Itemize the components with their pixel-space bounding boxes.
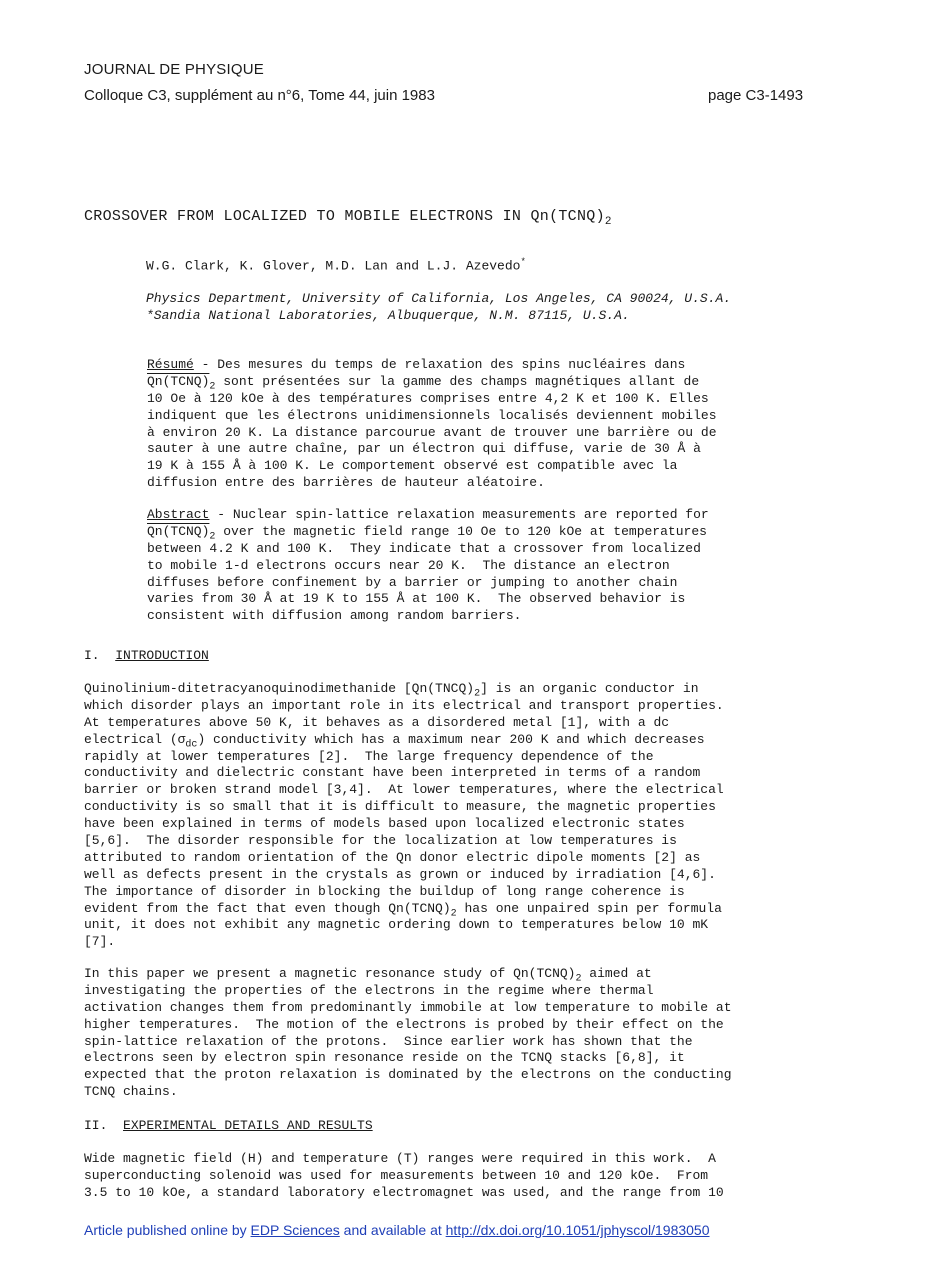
body-line: The importance of disorder in blocking the buildup of long range coherence is (84, 883, 685, 899)
abstract-line: between 4.2 K and 100 K. They indicate that a crossover from localized (147, 540, 701, 556)
abstract-line: to mobile 1-d electrons occurs near 20 K. The distance an electron (147, 557, 670, 573)
body-line: superconducting solenoid was used for measurements between 10 and 120 kOe. From (84, 1167, 709, 1183)
publication-footer (84, 1222, 710, 1238)
body-line: which disorder plays an important role in its electrical and transport properties. (84, 697, 724, 713)
resume-line: à environ 20 K. La distance parcourue avant de trouver une barrière ou de (147, 424, 717, 440)
body-line: electrons seen by electron spin resonance reside on the TCNQ stacks [6,8], it (84, 1050, 685, 1066)
body-line: Quinolinium-ditetracyanoquinodimethanide [Qn(TNCQ) (84, 681, 475, 696)
body-line: TCNQ chains. (84, 1084, 178, 1100)
body-line: [7]. (84, 934, 116, 950)
abstract-formula: Qn(TCNQ) (147, 523, 210, 539)
body-line: well as defects present in the crystals as grown or induced by irradiation [4,6]. (84, 866, 716, 882)
experimental-paragraph-1 (84, 1151, 724, 1202)
body-line: has one unpaired spin per formula (456, 900, 722, 916)
section-number: I. (84, 648, 116, 663)
introduction-paragraph-2 (84, 966, 732, 1101)
body-line: unit, it does not exhibit any magnetic ordering down to temperatures below 10 mK (84, 917, 709, 933)
resume-formula: Qn(TCNQ) (147, 373, 210, 389)
affiliation-ucla: Physics Department, University of California, Los Angeles, CA 90024, U.S.A. (146, 291, 732, 306)
body-line: conductivity and dielectric constant have been interpreted in terms of a random (84, 765, 701, 781)
body-line: have been explained in terms of models based upon localized electronic states (84, 816, 685, 832)
body-line: Wide magnetic field (H) and temperature (T) ranges were required in this work. A (84, 1151, 716, 1166)
body-line: ) conductivity which has a maximum near 200 K and which decreases (197, 731, 705, 747)
body-line: electrical (σ (84, 731, 186, 747)
resume-label: Résumé (147, 357, 194, 372)
footer-prefix: Article published online by (84, 1222, 251, 1238)
formula-subscript: 2 (450, 908, 457, 920)
section-title: EXPERIMENTAL DETAILS AND RESULTS (123, 1118, 373, 1133)
formula-subscript: 2 (474, 688, 481, 700)
affiliation-sandia: *Sandia National Laboratories, Albuquerque, N.M. 87115, U.S.A. (146, 308, 630, 323)
colloque-line: Colloque C3, supplément au n°6, Tome 44, juin 1983 (84, 87, 435, 104)
abstract-line: diffuses before confinement by a barrier or jumping to another chain (147, 574, 678, 590)
author-footnote-mark: * (520, 257, 526, 267)
section-title: INTRODUCTION (115, 648, 209, 663)
abstract-line: consistent with diffusion among random barriers. (147, 608, 522, 624)
page-number: page C3-1493 (708, 87, 804, 104)
resume-line: diffusion entre des barrières de hauteur aléatoire. (147, 475, 545, 491)
doi-link[interactable]: http://dx.doi.org/10.1051/jphyscol/1983050 (445, 1222, 710, 1238)
body-line: spin-lattice relaxation of the protons. Since earlier work has shown that the (84, 1033, 693, 1049)
section-heading-experimental (84, 1118, 373, 1133)
formula-subscript: 2 (575, 973, 582, 985)
paper-title (84, 208, 612, 228)
body-line: ] is an organic conductor in (480, 681, 699, 696)
resume-line: 10 Oe à 120 kOe à des températures comprises entre 4,2 K et 100 K. Elles (147, 390, 709, 406)
journal-name: JOURNAL DE PHYSIQUE (84, 61, 264, 78)
body-line: 3.5 to 10 kOe, a standard laboratory electromagnet was used, and the range from 10 (84, 1184, 724, 1200)
sigma-subscript: dc (185, 739, 198, 751)
resume-formula-sub: 2 (209, 381, 216, 393)
abstract-line: varies from 30 Å at 19 K to 155 Å at 100 K. The observed behavior is (147, 591, 686, 607)
body-line: barrier or broken strand model [3,4]. At lower temperatures, where the electrical (84, 782, 724, 798)
abstract-line: - Nuclear spin-lattice relaxation measurements are reported for (209, 507, 709, 522)
body-line: investigating the properties of the electrons in the regime where thermal (84, 982, 654, 998)
resume-line: sont présentées sur la gamme des champs magnétiques allant de (215, 373, 700, 389)
body-line: expected that the proton relaxation is dominated by the electrons on the conducting (84, 1067, 732, 1083)
body-line: At temperatures above 50 K, it behaves as a disordered metal [1], with a dc (84, 714, 670, 730)
body-line: activation changes them from predominantly immobile at low temperature to mobile at (84, 999, 732, 1015)
title-subscript: 2 (604, 216, 612, 228)
body-line: conductivity is so small that it is difficult to measure, the magnetic properties (84, 799, 716, 815)
abstract-block (147, 507, 709, 625)
abstract-label: Abstract (147, 507, 210, 522)
section-heading-introduction (84, 648, 209, 663)
title-text: CROSSOVER FROM LOCALIZED TO MOBILE ELECTRONS IN Qn(TCNQ) (84, 208, 605, 225)
body-line: evident from the fact that even though Qn(TCNQ) (84, 900, 451, 916)
body-line: attributed to random orientation of the Qn donor electric dipole moments [2] as (84, 849, 701, 865)
resume-line: sauter à une autre chaîne, par un électron qui diffuse, varie de 30 Å à (147, 441, 701, 457)
body-line: higher temperatures. The motion of the electrons is probed by their effect on the (84, 1016, 724, 1032)
resume-block (147, 357, 717, 492)
introduction-paragraph-1 (84, 681, 724, 951)
body-line: In this paper we present a magnetic resonance study of Qn(TCNQ) (84, 966, 576, 981)
section-number: II. (84, 1118, 124, 1133)
body-line: rapidly at lower temperatures [2]. The large frequency dependence of the (84, 748, 654, 764)
footer-middle: and available at (339, 1222, 446, 1238)
resume-line: 19 K à 155 Å à 100 K. Le comportement observé est compatible avec la (147, 458, 678, 474)
body-line: [5,6]. The disorder responsible for the localization at low temperatures is (84, 833, 677, 849)
resume-line: - Des mesures du temps de relaxation des spins nucléaires dans (193, 357, 686, 372)
resume-line: indiquent que les électrons unidimensionnels localisés deviennent mobiles (147, 407, 717, 423)
affiliations (146, 290, 731, 324)
abstract-line: over the magnetic field range 10 Oe to 120 kOe at temperatures (215, 523, 707, 539)
edp-sciences-link[interactable]: EDP Sciences (250, 1222, 340, 1238)
body-line: aimed at (581, 966, 652, 981)
abstract-formula-sub: 2 (209, 531, 216, 543)
authors-text: W.G. Clark, K. Glover, M.D. Lan and L.J. Azevedo (146, 258, 521, 274)
author-list (146, 257, 526, 273)
